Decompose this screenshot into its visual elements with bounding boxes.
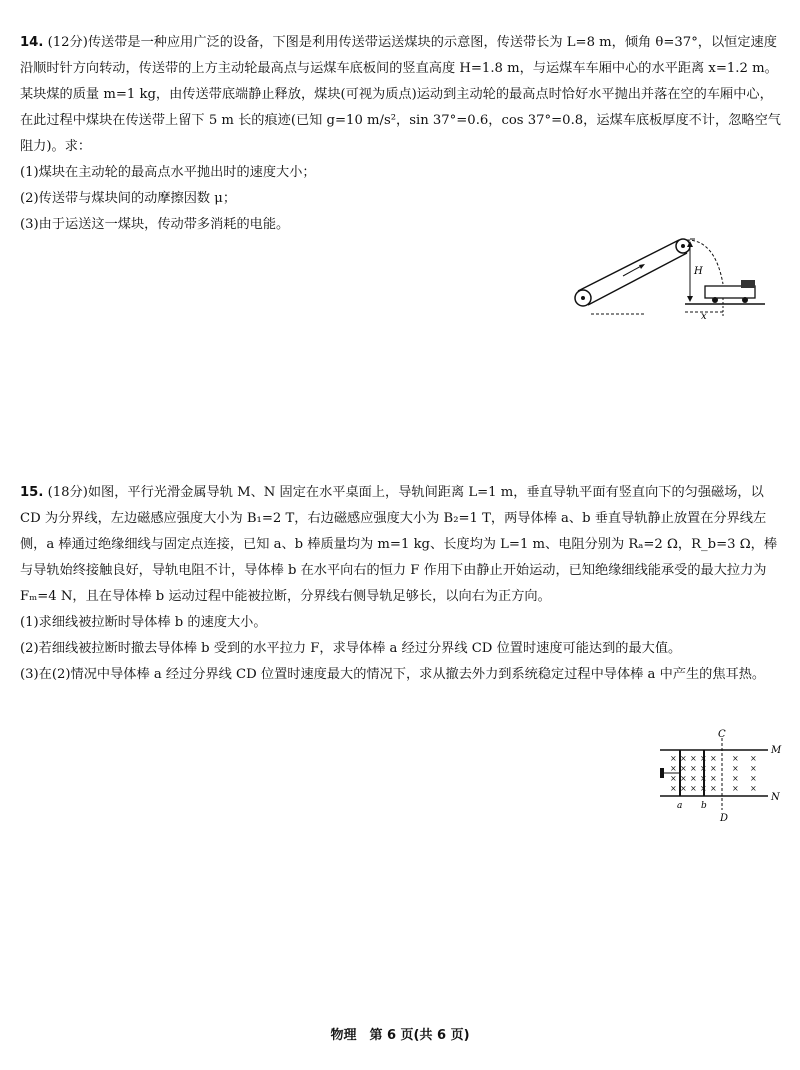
svg-text:×: × xyxy=(670,754,677,763)
question-15-part-3: (3)在(2)情况中导体棒 a 经过分界线 CD 位置时速度最大的情况下，求从撤去外力到系统稳定过程中导体棒 a 中产生的焦耳热。 xyxy=(20,667,766,682)
distance-x-label: x xyxy=(701,311,707,320)
conveyor-belt-figure xyxy=(565,232,770,320)
rod-a-label: a xyxy=(677,801,683,811)
svg-text:×: × xyxy=(690,754,697,763)
question-15-number: 15. xyxy=(20,485,44,500)
svg-text:×: × xyxy=(690,774,697,783)
question-14 xyxy=(20,30,785,238)
svg-text:×: × xyxy=(690,764,697,773)
question-15-text: (18分)如图，平行光滑金属导轨 M、N 固定在水平桌面上，导轨间距离 L=1 m，垂直导轨平面有竖直向下的匀强磁场，以 CD 为分界线，左边磁感应强度大小为 B₁=2 T，右边磁感应强度大小为 B₂=1 T，两导体棒 a、b 垂直导轨静止放置在分界线左侧，a 棒通过绝缘细线与固定点连接，已知 a、b 棒质量均为 m=1 kg、长度均为 L=1 m、电阻分别为 Rₐ=2 Ω，R_b=3 Ω，棒与导轨始终接触良好，导轨电阻不计，导体棒 b 在水平向右的恒力 F 作用下由静止开始运动，已知绝缘细线能承受的最大拉力为 Fₘ=4 N，且在导体棒 b 运动过程中能被拉断，分界线右侧导轨足够长，以向右为正方向。 xyxy=(20,485,778,604)
svg-text:×: × xyxy=(680,774,687,783)
rail-n-label: N xyxy=(771,792,780,803)
height-h-label: H xyxy=(694,266,703,277)
svg-text:×: × xyxy=(732,784,739,793)
rod-b-label: b xyxy=(701,801,707,811)
question-15 xyxy=(20,480,785,688)
magnetic-field-marks xyxy=(670,754,757,793)
svg-text:×: × xyxy=(670,784,677,793)
rail-m-label: M xyxy=(771,745,782,756)
question-15-stem xyxy=(20,480,785,610)
svg-text:×: × xyxy=(732,764,739,773)
svg-text:×: × xyxy=(710,774,717,783)
question-14-number: 14. xyxy=(20,35,44,50)
svg-text:×: × xyxy=(750,774,757,783)
question-15-part-1: (1)求细线被拉断时导体棒 b 的速度大小。 xyxy=(20,615,267,630)
svg-text:×: × xyxy=(732,774,739,783)
boundary-d-label: D xyxy=(720,813,729,824)
svg-text:×: × xyxy=(750,754,757,763)
svg-text:×: × xyxy=(710,784,717,793)
question-14-part-3: (3)由于运送这一煤块，传动带多消耗的电能。 xyxy=(20,217,290,232)
svg-text:×: × xyxy=(670,774,677,783)
svg-text:×: × xyxy=(700,754,707,763)
svg-text:×: × xyxy=(680,764,687,773)
svg-text:×: × xyxy=(700,774,707,783)
magnetic-rails-figure xyxy=(650,728,790,824)
question-14-stem xyxy=(20,30,785,160)
svg-text:×: × xyxy=(700,784,707,793)
svg-text:×: × xyxy=(680,784,687,793)
page-footer: 物理 第 6 页(共 6 页) xyxy=(330,1028,470,1043)
question-14-part-2: (2)传送带与煤块间的动摩擦因数 μ； xyxy=(20,191,237,206)
svg-text:×: × xyxy=(732,754,739,763)
question-15-part-2: (2)若细线被拉断时撤去导体棒 b 受到的水平拉力 F，求导体棒 a 经过分界线 CD 位置时速度可能达到的最大值。 xyxy=(20,641,682,656)
svg-text:×: × xyxy=(670,764,677,773)
svg-text:×: × xyxy=(690,784,697,793)
svg-text:×: × xyxy=(700,764,707,773)
svg-text:×: × xyxy=(750,784,757,793)
svg-text:×: × xyxy=(750,764,757,773)
boundary-c-label: C xyxy=(718,729,726,740)
svg-text:×: × xyxy=(710,764,717,773)
question-14-text: (12分)传送带是一种应用广泛的设备，下图是利用传送带运送煤块的示意图，传送带长为 L=8 m，倾角 θ=37°，以恒定速度沿顺时针方向转动，传送带的上方主动轮最高点与运煤车底板间的竖直高度 H=1.8 m，与运煤车车厢中心的水平距离 x=1.2 m。某块煤的质量 m=1 kg，由传送带底端静止释放，煤块(可视为质点)运动到主动轮的最高点时恰好水平抛出并落在空的车厢中心，在此过程中煤块在传送带上留下 5 m 长的痕迹(已知 g=10 m/s²，sin 37°=0.6，cos 37°=0.8，运煤车底板厚度不计，忽略空气阻力)。求： xyxy=(20,35,781,154)
svg-text:×: × xyxy=(680,754,687,763)
question-14-part-1: (1)煤块在主动轮的最高点水平抛出时的速度大小； xyxy=(20,165,316,180)
svg-text:×: × xyxy=(710,754,717,763)
